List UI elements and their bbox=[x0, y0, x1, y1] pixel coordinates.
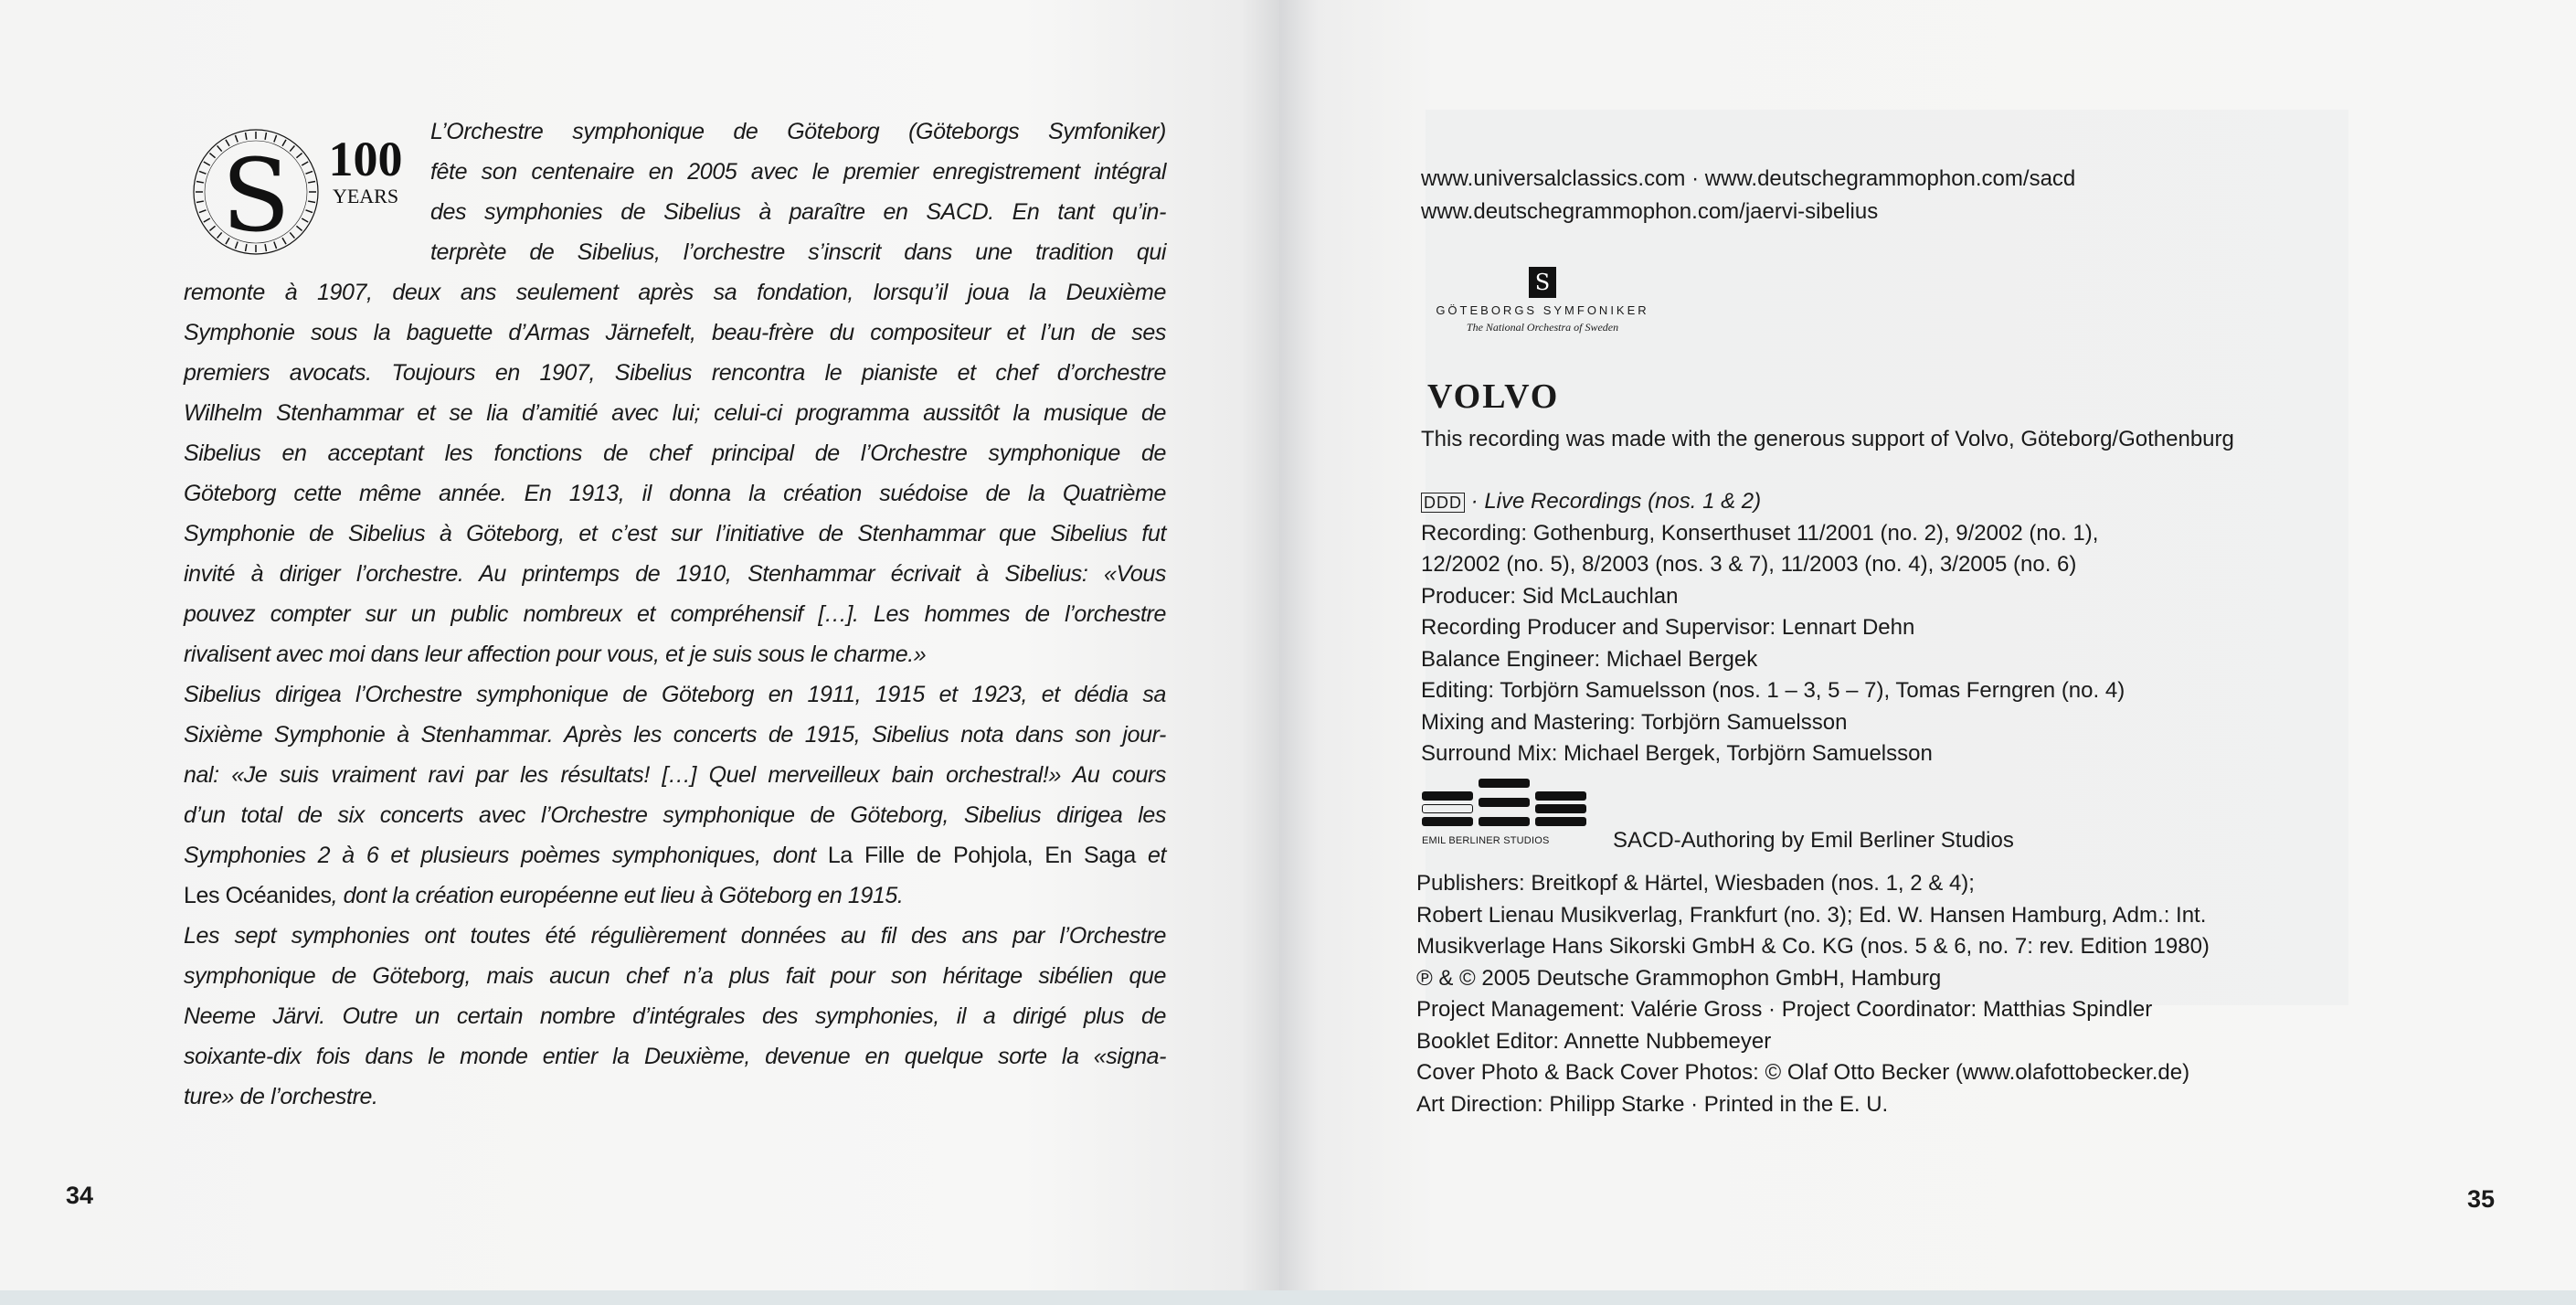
essay-text: Sibelius en acceptant les fonctions de chef principal de l’Orchestre symphonique de bbox=[184, 440, 1166, 466]
essay-line bbox=[184, 835, 1166, 875]
credit-line: Balance Engineer: Michael Bergek bbox=[1421, 646, 1758, 672]
live-note: · Live Recordings (nos. 1 & 2) bbox=[1465, 489, 1762, 514]
sponsor-note: This recording was made with the generous support of Volvo, Göteborg/Gothenburg bbox=[1421, 427, 2234, 451]
work-title: Les Océanides bbox=[184, 883, 332, 908]
essay-text: Symphonies 2 à 6 et plusieurs poèmes symphoniques, dont bbox=[184, 843, 828, 868]
essay-line bbox=[184, 755, 1166, 795]
credit-line: Recording Producer and Supervisor: Lennart Dehn bbox=[1421, 615, 1915, 640]
emil-berliner-studios-logo bbox=[1422, 779, 1586, 847]
credit-line: Recording: Gothenburg, Konserthuset 11/2001 (no. 2), 9/2002 (no. 1), bbox=[1421, 520, 2099, 546]
gs-subtitle: The National Orchestra of Sweden bbox=[1466, 321, 1619, 334]
url-line[interactable]: www.universalclassics.com · www.deutschegrammophon.com/sacd bbox=[1421, 166, 2076, 191]
page-number: 35 bbox=[2467, 1185, 2496, 1213]
essay-line bbox=[184, 473, 1166, 514]
page-number: 34 bbox=[66, 1182, 94, 1209]
essay-line bbox=[184, 795, 1166, 835]
essay-text: premiers avocats. Toujours en 1907, Sibelius rencontra le pianiste et chef d’orchestre bbox=[184, 360, 1166, 386]
credit-line: Editing: Torbjörn Samuelsson (nos. 1 – 3, 5 – 7), Tomas Ferngren (no. 4) bbox=[1421, 678, 2125, 703]
publishing-line: Project Management: Valérie Gross · Project Coordinator: Matthias Spindler bbox=[1416, 997, 2153, 1022]
live-line bbox=[1421, 486, 2125, 518]
essay-text: Les sept symphonies ont toutes été régulièrement données au fil des ans par l’Orchestre bbox=[184, 923, 1166, 949]
credit-line: Producer: Sid McLauchlan bbox=[1421, 583, 1679, 609]
essay-text: pouvez compter sur un public nombreux et compréhensif […]. Les hommes de l’orchestre bbox=[184, 601, 1166, 627]
essay-text: terprète de Sibelius, l’orchestre s’inscrit dans une tradition qui bbox=[430, 239, 1166, 265]
gs-emblem: S bbox=[1529, 267, 1556, 298]
publishing-line: ℗ & © 2005 Deutsche Grammophon GmbH, Hamburg bbox=[1416, 965, 1942, 991]
publishing-line: Musikverlage Hans Sikorski GmbH & Co. KG (nos. 5 & 6, no. 7: rev. Edition 1980) bbox=[1416, 934, 2210, 959]
publishing-line: Art Direction: Philipp Starke · Printed in the E. U. bbox=[1416, 1091, 1889, 1117]
essay-text: nal: «Je suis vraiment ravi par les résultats! […] Quel merveilleux bain orchestral!» Au cours bbox=[184, 762, 1166, 788]
publishing-line: Cover Photo & Back Cover Photos: © Olaf Otto Becker (www.olafottobecker.de) bbox=[1416, 1060, 2190, 1085]
ebs-label: EMIL BERLINER STUDIOS bbox=[1422, 835, 1550, 846]
essay-text: d’un total de six concerts avec l’Orchestre symphonique de Göteborg, Sibelius dirigea les bbox=[184, 802, 1166, 828]
essay-text: rivalisent avec moi dans leur affection pour vous, et je suis sous le charme.» bbox=[184, 642, 927, 667]
credit-line: 12/2002 (no. 5), 8/2003 (nos. 3 & 7), 11/2003 (no. 4), 3/2005 (no. 6) bbox=[1421, 552, 2077, 577]
essay-line bbox=[430, 192, 1166, 232]
essay-text: Göteborg cette même année. En 1913, il donna la création suédoise de la Quatrième bbox=[184, 481, 1166, 506]
essay-line bbox=[184, 1077, 1166, 1117]
essay-line bbox=[184, 1036, 1166, 1077]
logo-100: 100 bbox=[328, 132, 403, 186]
essay-line bbox=[184, 594, 1166, 634]
essay-line bbox=[184, 514, 1166, 554]
websites bbox=[1421, 163, 2075, 228]
essay-text: invité à diriger l’orchestre. Au printemps de 1910, Stenhammar écrivait à Sibelius: «Vous bbox=[184, 561, 1166, 587]
essay-text: et bbox=[1135, 843, 1166, 868]
credit-line: Surround Mix: Michael Bergek, Torbjörn Samuelsson bbox=[1421, 741, 1933, 766]
credit-line: Mixing and Mastering: Torbjörn Samuelsson bbox=[1421, 709, 1848, 735]
url-line[interactable]: www.deutschegrammophon.com/jaervi-sibelius bbox=[1421, 199, 1879, 224]
ebs-bars-icon bbox=[1422, 779, 1586, 832]
essay-text: remonte à 1907, deux ans seulement après sa fondation, lorsqu’il joua la Deuxième bbox=[184, 280, 1166, 305]
credits bbox=[1421, 486, 2125, 770]
goteborgs-symfoniker-logo bbox=[1424, 267, 1661, 334]
essay-text: Symphonie de Sibelius à Göteborg, et c’est sur l’initiative de Stenhammar que Sibelius fut bbox=[184, 521, 1166, 546]
authoring-note: SACD-Authoring by Emil Berliner Studios bbox=[1613, 828, 2014, 853]
essay-text: Sixième Symphonie à Stenhammar. Après les concerts de 1915, Sibelius nota dans son jour- bbox=[184, 722, 1166, 748]
essay-line bbox=[184, 554, 1166, 594]
essay-text: , dont la création européenne eut lieu à Göteborg en 1915. bbox=[331, 883, 904, 908]
scan-edge bbox=[0, 1290, 2576, 1305]
essay-text: symphonique de Göteborg, mais aucun chef n’a plus fait pour son héritage sibélien que bbox=[184, 963, 1166, 989]
essay-line bbox=[430, 111, 1166, 152]
publishing-line: Publishers: Breitkopf & Härtel, Wiesbaden (nos. 1, 2 & 4); bbox=[1416, 871, 1975, 896]
logo-years: YEARS bbox=[332, 185, 399, 207]
essay-text: Sibelius dirigea l’Orchestre symphonique de Göteborg en 1911, 1915 et 1923, et dédia sa bbox=[184, 682, 1166, 707]
publishing-line: Booklet Editor: Annette Nubbemeyer bbox=[1416, 1028, 1772, 1054]
essay-line bbox=[430, 152, 1166, 192]
essay-text: soixante-dix fois dans le monde entier la Deuxième, devenue en quelque sorte la «signa- bbox=[184, 1044, 1166, 1069]
logo-letter: S bbox=[221, 137, 291, 254]
essay-line bbox=[184, 393, 1166, 433]
essay-text: fête son centenaire en 2005 avec le premier enregistrement intégral bbox=[430, 159, 1166, 185]
essay-line bbox=[184, 875, 1166, 916]
essay-line bbox=[184, 634, 1166, 674]
essay-text: Wilhelm Stenhammar et se lia d’amitié avec lui; celui-ci programma aussitôt la musique de bbox=[184, 400, 1166, 426]
left-page bbox=[0, 0, 1279, 1290]
essay-line bbox=[184, 674, 1166, 715]
essay-line bbox=[184, 916, 1166, 956]
essay-text: Symphonie sous la baguette d’Armas Järnefelt, beau-frère du compositeur et l’un de ses bbox=[184, 320, 1166, 345]
essay-line bbox=[184, 715, 1166, 755]
essay-line bbox=[184, 433, 1166, 473]
volvo-logo: VOLVO bbox=[1427, 377, 1560, 416]
essay-text: Neeme Järvi. Outre un certain nombre d’intégrales des symphonies, il a dirigé plus de bbox=[184, 1003, 1166, 1029]
essay-line bbox=[184, 956, 1166, 996]
ddd-badge: DDD bbox=[1421, 493, 1465, 513]
french-essay bbox=[184, 111, 1166, 1117]
essay-line bbox=[184, 353, 1166, 393]
essay-line bbox=[184, 313, 1166, 353]
publishing-credits bbox=[1416, 868, 2210, 1120]
essay-line bbox=[184, 996, 1166, 1036]
gs-name: GÖTEBORGS SYMFONIKER bbox=[1436, 303, 1649, 317]
publishing-line: Robert Lienau Musikverlag, Frankfurt (no. 3); Ed. W. Hansen Hamburg, Adm.: Int. bbox=[1416, 902, 2207, 928]
essay-text: ture» de l’orchestre. bbox=[184, 1084, 378, 1109]
essay-text: L’Orchestre symphonique de Göteborg (Göteborgs Symfoniker) bbox=[430, 119, 1166, 144]
essay-line bbox=[430, 232, 1166, 272]
work-title: La Fille de Pohjola, En Saga bbox=[827, 843, 1136, 868]
essay-text: des symphonies de Sibelius à paraître en SACD. En tant qu’in- bbox=[430, 199, 1166, 225]
essay-line bbox=[184, 272, 1166, 313]
